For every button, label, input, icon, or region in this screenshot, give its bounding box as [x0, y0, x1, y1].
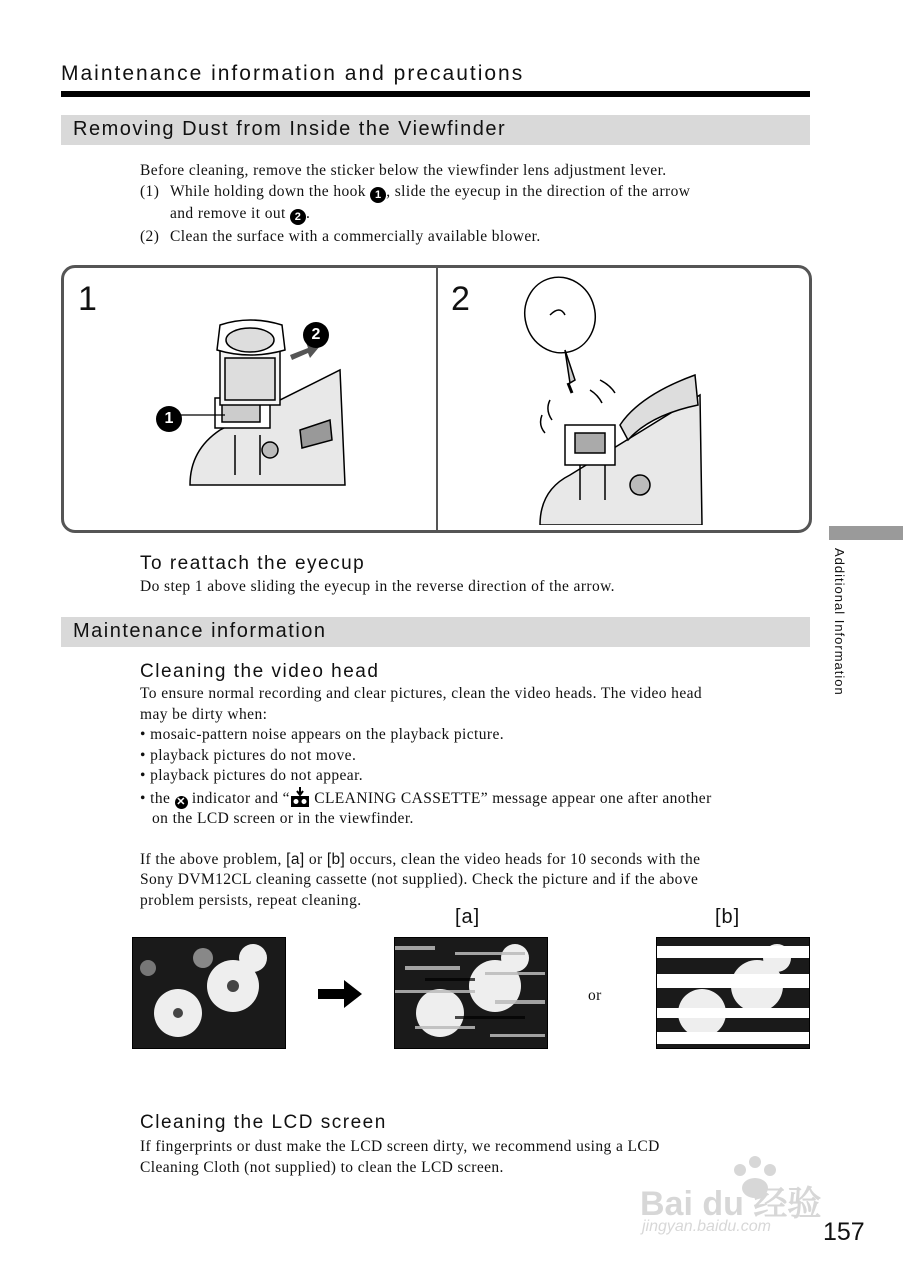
callout-2-icon: 2 [303, 322, 329, 348]
hook-marker-icon: 1 [370, 187, 386, 203]
panel-1-number: 1 [78, 280, 97, 318]
illustration-divider [436, 268, 438, 530]
watermark-brand: Bai du 经验 [640, 1185, 822, 1223]
lcd-title: Cleaning the LCD screen [140, 1112, 387, 1133]
watermark-url: jingyan.baidu.com [642, 1218, 771, 1235]
bullet-item: • mosaic-pattern noise appears on the playback picture. [140, 726, 504, 743]
step-1-number: (1) [140, 183, 160, 200]
ref-a: [a] [286, 850, 305, 868]
blower-cleaning-illustration [520, 275, 710, 525]
step-1-text-b: , slide the eyecup in the direction of the arrow [386, 183, 691, 200]
bullet-item: • playback pictures do not move. [140, 746, 357, 764]
bullet-continuation: on the LCD screen or in the viewfinder. [152, 810, 414, 827]
warning-x-icon: ✕ [176, 795, 186, 808]
video-head-intro-1: To ensure normal recording and clear pictures, clean the video heads. The video head [140, 685, 703, 702]
step-1-text-a: While holding down the hook [170, 183, 366, 200]
step-1-text-c: and remove it out [170, 205, 286, 222]
side-tab-marker [829, 526, 903, 540]
header-rule [61, 91, 810, 97]
cleaning-paragraph: If the above problem, [a] or [b] occurs, clean the video heads for 10 seconds with the [140, 850, 701, 868]
normal-playback-image [132, 937, 286, 1049]
bar-noise-image [656, 937, 810, 1049]
reattach-text: Do step 1 above sliding the eyecup in the reverse direction of the arrow. [140, 578, 615, 595]
callout-1-leader [180, 410, 230, 420]
section-title: Removing Dust from Inside the Viewfinder [73, 118, 507, 140]
label-b: [b] [715, 906, 741, 928]
panel-2-number: 2 [451, 280, 470, 318]
section-title: Maintenance information [73, 620, 327, 642]
section-bar-maintenance [61, 617, 810, 647]
page-header: Maintenance information and precautions [61, 62, 525, 85]
mosaic-noise-image [394, 937, 548, 1049]
reattach-title: To reattach the eyecup [140, 553, 366, 574]
watermark [640, 1150, 850, 1245]
video-head-title: Cleaning the video head [140, 661, 380, 682]
page-number: 157 [823, 1218, 865, 1246]
intro-text: Before cleaning, remove the sticker below the viewfinder lens adjustment lever. [140, 162, 667, 179]
eyecup-marker-icon: 2 [290, 209, 306, 225]
video-head-text: To ensure normal recording and clear pictures, clean the video heads. The video head may be dirty when: • mosaic-pattern noise appears on the playback picture. • playback pictures do not move. • playback pictures do not appear. • the ✕ indicator and “ CLEANING CASSETTE” message appear one after another on the LCD screen or in the viewfinder. If the above problem, [a] or [b] occurs, clean the video heads for 10 seconds with the Sony DVM12CL cleaning cassette (not supplied). Check the picture and if the above problem persists, repeat cleaning. [140, 684, 820, 911]
video-head-intro-2: may be dirty when: [140, 705, 268, 723]
viewfinder-instructions [140, 160, 820, 247]
step-1 [140, 181, 820, 225]
side-tab-label: Additional Information [832, 548, 847, 696]
step-2 [140, 226, 820, 247]
step-1-text-d: . [305, 205, 311, 222]
cleaning-cassette-icon [290, 787, 310, 807]
step-2-number: (2) [140, 228, 160, 245]
callout-1-icon: 1 [156, 406, 182, 432]
or-text: or [588, 987, 602, 1004]
ref-b: [b] [326, 850, 346, 868]
bullet-item: • playback pictures do not appear. [140, 767, 364, 784]
section-bar-viewfinder [61, 115, 810, 145]
lcd-text: If fingerprints or dust make the LCD screen dirty, we recommend using a LCD Cleaning Cloth (not supplied) to clean the LCD screen. [140, 1138, 660, 1176]
bullet-item: • the ✕ indicator and “ CLEANING CASSETTE” message appear one after another [140, 787, 820, 810]
right-arrow-icon [318, 980, 362, 1008]
label-a: [a] [455, 906, 481, 928]
step-2-text: Clean the surface with a commercially available blower. [170, 228, 541, 245]
